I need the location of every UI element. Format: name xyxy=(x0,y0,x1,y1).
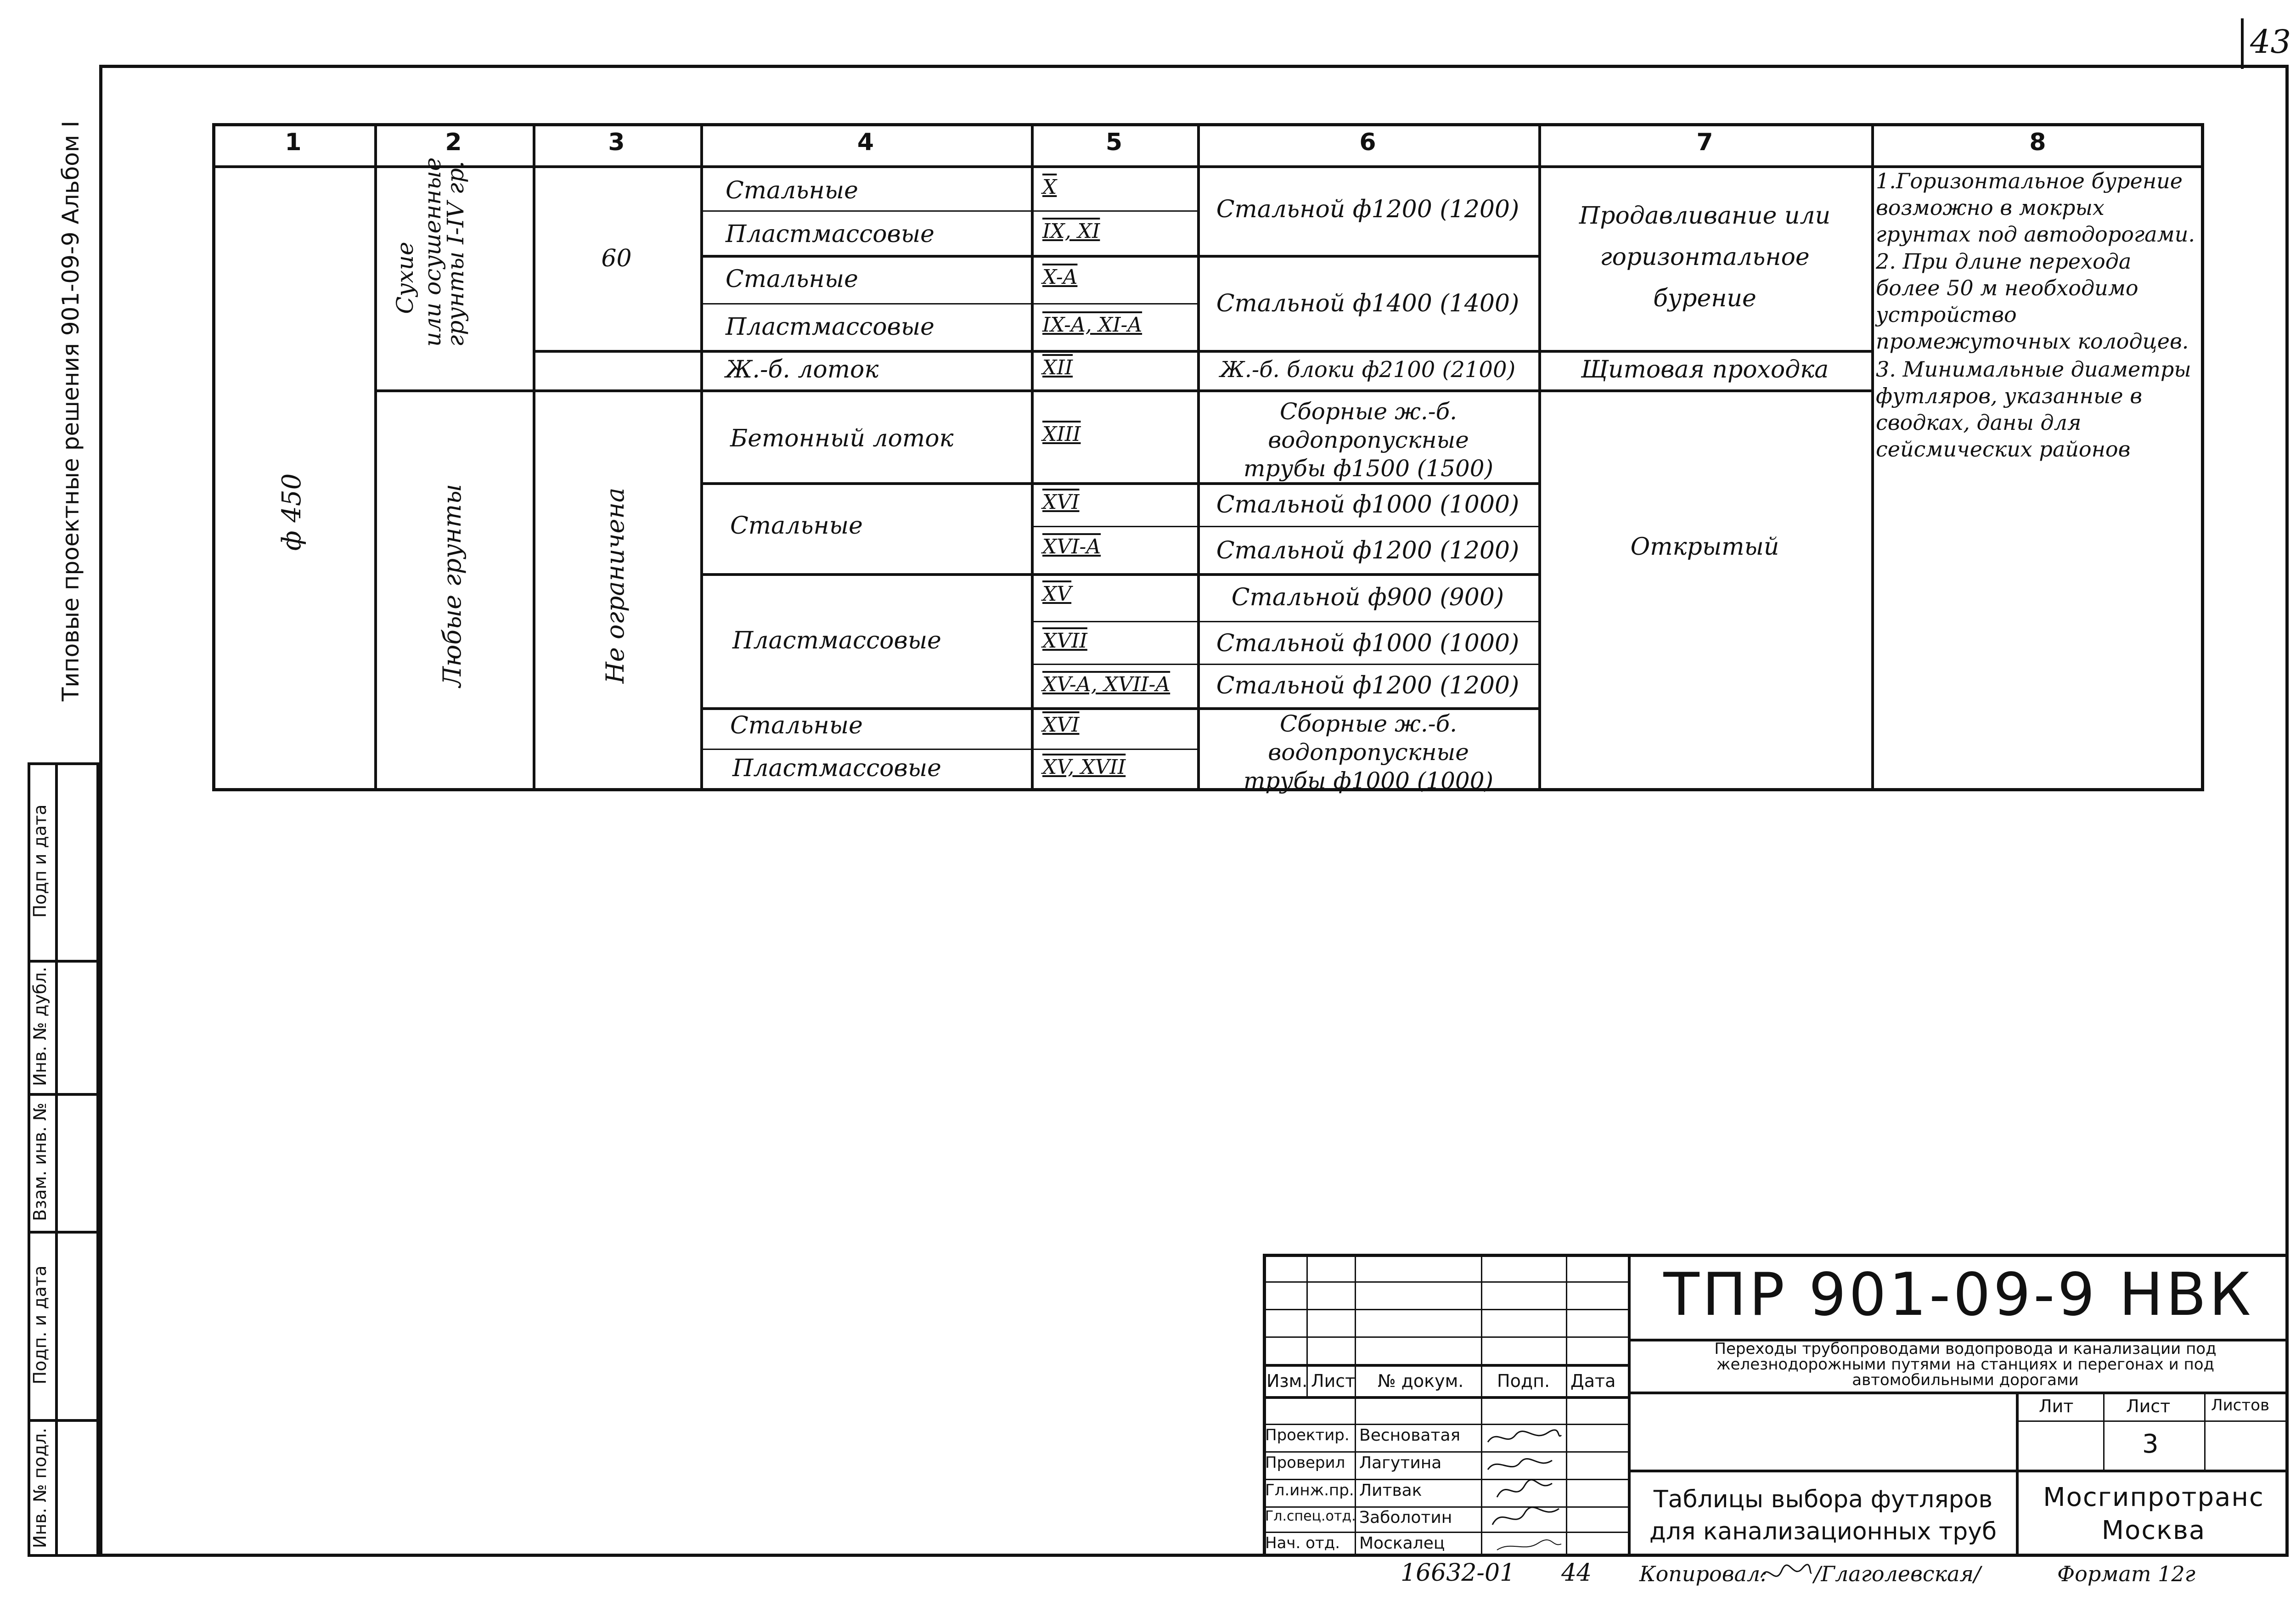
col1-diameter: ф 450 xyxy=(277,473,307,551)
case-10: Сборные ж.-б. водопропускные трубы ф1000 (1000) xyxy=(1243,710,1494,794)
signer-name-2: Лагутина xyxy=(1359,1454,1442,1472)
ref-row-3: X-A xyxy=(1042,265,1078,289)
copier-signature-graphic xyxy=(1759,1559,1814,1591)
material-row-5: Ж.-б. лоток xyxy=(726,356,879,383)
case-1: Стальной ф1200 (1200) xyxy=(1216,196,1519,223)
case-7: Стальной ф900 (900) xyxy=(1231,584,1504,611)
tb-organization: Мосгипротранс Москва xyxy=(2043,1482,2264,1545)
header-col-6: 6 xyxy=(1359,129,1376,156)
stamp-vzam-inv: Взам. инв. № xyxy=(30,1103,50,1222)
col3-unlimited: Не ограничена xyxy=(601,487,630,684)
material-row-13: Пластмассовые xyxy=(732,755,941,782)
tb-doc-code: ТПР 901-09-9 НВК xyxy=(1663,1261,2254,1329)
ref-row-6: XIII xyxy=(1042,423,1081,446)
ref-row-4: IX-A, XI-A xyxy=(1042,313,1142,337)
footer-num: 44 xyxy=(1561,1559,1592,1587)
signer-role-4: Гл.спец.отд. xyxy=(1265,1508,1356,1524)
case-5: Стальной ф1000 (1000) xyxy=(1216,491,1519,518)
stamp-inv-podl: Инв. № подл. xyxy=(30,1427,50,1549)
footer-copier: /Глаголевская/ xyxy=(1814,1561,1981,1586)
case-9: Стальной ф1200 (1200) xyxy=(1216,672,1519,699)
header-col-4: 4 xyxy=(857,129,874,156)
col2-dry-soils-1: Сухие xyxy=(392,242,418,314)
col2-dry-soils-3: грунты I-IV гр. xyxy=(442,161,469,347)
ref-row-10: XVII xyxy=(1042,629,1087,653)
header-col-3: 3 xyxy=(608,129,625,156)
material-row-4: Пластмассовые xyxy=(726,313,934,341)
col2-any-soils: Любые грунты xyxy=(438,484,467,687)
material-row-6: Бетонный лоток xyxy=(730,425,954,452)
tb-col-date: Дата xyxy=(1570,1371,1616,1391)
ref-row-13: XV, XVII xyxy=(1042,755,1126,779)
side-title: Типовые проектные решения 901-09-9 Альбом I xyxy=(57,120,84,702)
signer-role-3: Гл.инж.пр. xyxy=(1265,1481,1354,1499)
header-col-8: 8 xyxy=(2029,129,2046,156)
ref-row-1: X xyxy=(1042,175,1057,199)
header-col-7: 7 xyxy=(1696,129,1713,156)
ref-row-9: XV xyxy=(1042,582,1072,606)
case-6: Стальной ф1200 (1200) xyxy=(1216,537,1519,564)
ref-row-8: XVI-A xyxy=(1042,535,1101,558)
material-row-1: Стальные xyxy=(726,177,858,204)
ref-row-12: XVI xyxy=(1042,713,1080,737)
method-1: Продавливание или горизонтальное бурение xyxy=(1579,202,1831,312)
tb-sheet-number: 3 xyxy=(2142,1429,2159,1459)
case-4: Сборные ж.-б. водопропускные трубы ф1500 (1500) xyxy=(1243,398,1494,482)
method-2: Щитовая проходка xyxy=(1581,356,1829,383)
stamp-podp-data-2: Подп. и дата xyxy=(30,1265,50,1385)
tb-sheet-title: Таблицы выбора футляров для канализационных труб xyxy=(1649,1486,1997,1545)
signer-name-3: Литвак xyxy=(1359,1481,1422,1500)
ref-row-2: IX, XI xyxy=(1042,220,1100,243)
tb-sheets-label: Листов xyxy=(2211,1396,2270,1414)
footer-inv: 16632-01 xyxy=(1401,1559,1515,1587)
case-3: Ж.-б. блоки ф2100 (2100) xyxy=(1220,357,1516,383)
signer-role-1: Проектир. xyxy=(1265,1426,1350,1444)
tb-col-list: Лист xyxy=(1311,1371,1356,1391)
stamp-podp-data: Подп и дата xyxy=(30,804,50,918)
material-row-2: Пластмассовые xyxy=(726,220,934,248)
signer-role-5: Нач. отд. xyxy=(1265,1534,1340,1552)
case-8: Стальной ф1000 (1000) xyxy=(1216,630,1519,657)
signer-name-1: Весноватая xyxy=(1359,1426,1461,1445)
method-3: Открытый xyxy=(1630,533,1779,561)
material-row-3: Стальные xyxy=(726,265,858,293)
header-col-2: 2 xyxy=(445,129,462,156)
note-3: 3. Минимальные диаметры футляров, указанные в сводках, даны для сейсмических районов xyxy=(1876,357,2191,462)
tb-subject: Переходы трубопроводами водопровода и канализации под железнодорожными путями на станциях и перегонах и под автомобильными дорогами xyxy=(1714,1340,2217,1389)
col2-dry-soils-2: или осушенные xyxy=(419,157,446,347)
col3-60: 60 xyxy=(601,245,632,272)
tb-col-izm: Изм. xyxy=(1266,1371,1308,1391)
footer-format: Формат 12г xyxy=(2057,1561,2195,1586)
ref-row-7: XVI xyxy=(1042,490,1080,514)
signer-name-4: Заболотин xyxy=(1359,1508,1452,1527)
tb-sheet-label: Лист xyxy=(2126,1396,2171,1416)
signer-role-2: Проверил xyxy=(1265,1454,1345,1472)
ref-row-5: XII xyxy=(1042,356,1073,379)
tb-col-doc: № докум. xyxy=(1378,1371,1464,1391)
tb-lit-label: Лит xyxy=(2039,1396,2074,1416)
header-col-1: 1 xyxy=(285,129,302,156)
signer-name-5: Москалец xyxy=(1359,1534,1445,1553)
material-row-9: Пластмассовые xyxy=(732,627,941,654)
note-2: 2. При длине перехода более 50 м необходимо устройство промежуточных колодцев. xyxy=(1876,249,2189,354)
stamp-inv-dubl: Инв. № дубл. xyxy=(30,967,50,1086)
header-col-5: 5 xyxy=(1105,129,1123,156)
footer-copied-label: Копировал: xyxy=(1639,1561,1767,1586)
material-row-12: Стальные xyxy=(730,712,863,739)
case-2: Стальной ф1400 (1400) xyxy=(1216,290,1519,317)
note-1: 1.Горизонтальное бурение возможно в мокрых грунтах под автодорогами. xyxy=(1876,169,2195,247)
ref-row-11: XV-A, XVII-A xyxy=(1042,673,1171,696)
material-row-7: Стальные xyxy=(730,512,863,540)
page-number: 43 xyxy=(2250,23,2291,61)
tb-col-sign: Подп. xyxy=(1497,1371,1550,1391)
signatures-graphic xyxy=(1483,1424,1566,1557)
